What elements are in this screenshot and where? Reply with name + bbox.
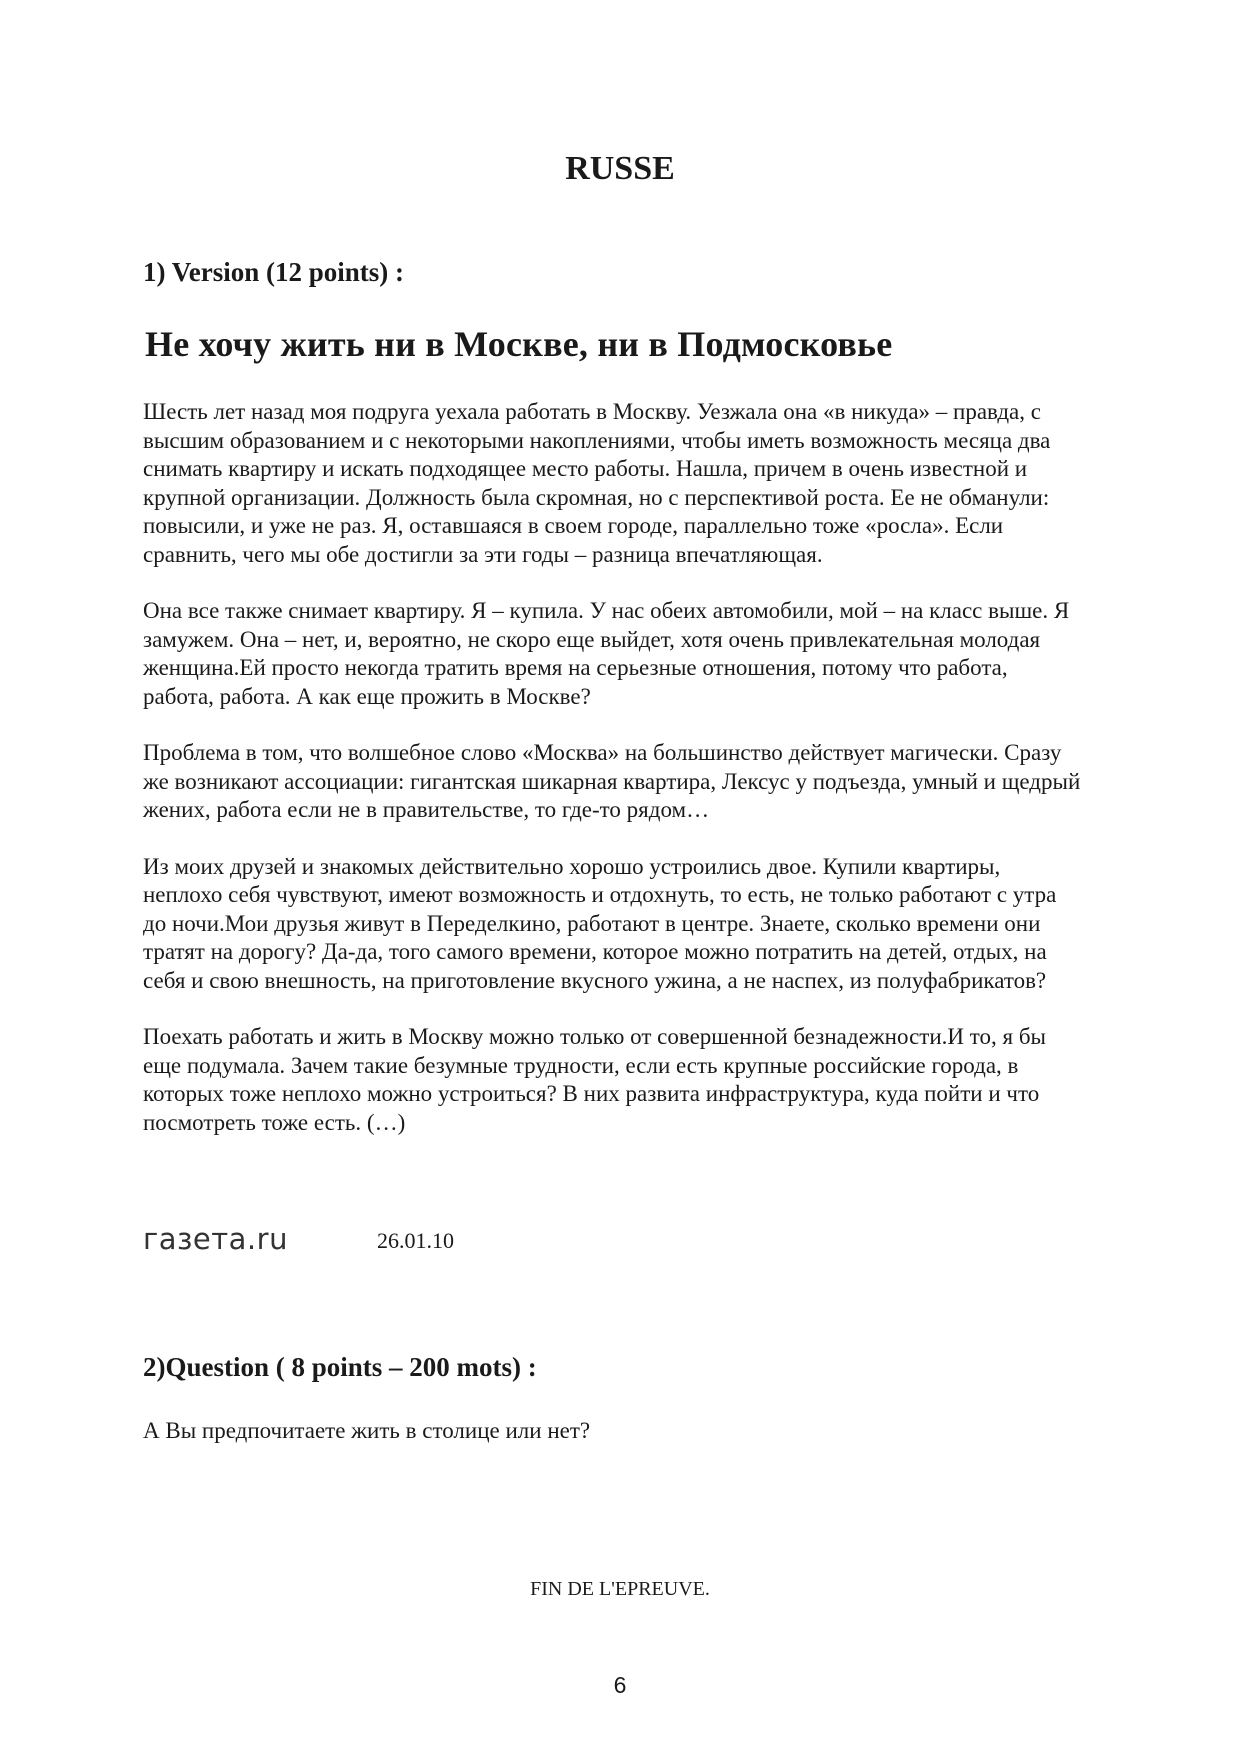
article-paragraph: Шесть лет назад моя подруга уехала работать в Москву. Уезжала она «в никуда» – правда, с высшим образованием и с некоторыми накоплениями, чтобы иметь возможность месяца два снимать квартиру и искать подходящее место работы. Нашла, причем в очень известной и крупной организации. Должность была скромная, но с перспективой роста. Ее не обманули: повысили, и уже не раз. Я, оставшаяся в своем городе, параллельно тоже «росла». Если сравнить, чего мы обе достигли за эти годы – разница впечатляющая.	[143, 399, 1051, 567]
article-body	[143, 398, 1083, 1165]
article-title: Не хочу жить ни в Москве, ни в Подмосковье	[145, 324, 893, 364]
section-heading-version: 1) Version (12 points) :	[143, 257, 405, 287]
article-paragraph: Она все также снимает квартиру. Я – купила. У нас обеих автомобили, мой – на класс выше. Я замужем. Она – нет, и, вероятно, не скоро еще выйдет, хотя очень привлекательная молодая женщина.Ей просто некогда тратить время на серьезные отношения, потому что работа, работа, работа. А как еще прожить в Москве?	[143, 598, 1070, 709]
end-of-exam-text: FIN DE L'EPREUVE.	[530, 1578, 710, 1600]
article-paragraph: Из моих друзей и знакомых действительно хорошо устроились двое. Купили квартиры, неплохо себя чувствуют, имеют возможность и отдохнуть, то есть, не только работают с утра до ночи.Мои друзья живут в Переделкино, работают в центре. Знаете, сколько времени они тратят на дорогу? Да-да, того самого времени, которое можно потратить на детей, отдых, на себя и свою внешность, на приготовление вкусного ужина, а не наспех, из полуфабрикатов?	[143, 853, 1057, 993]
source-citation	[143, 1222, 454, 1256]
article-paragraph: Проблема в том, что волшебное слово «Москва» на большинство действует магически. Сразу же возникают ассоциации: гигантская шикарная квартира, Лексус у подъезда, умный и щедрый жених, работа если не в правительстве, то где-то рядом…	[143, 740, 1081, 822]
page-title: RUSSE	[565, 150, 675, 187]
section-heading-question: 2)Question ( 8 points – 200 mots) :	[143, 1352, 537, 1382]
question-text: А Вы предпочитаете жить в столице или нет?	[143, 1418, 591, 1443]
source-date: 26.01.10	[377, 1228, 454, 1253]
page-number: 6	[613, 1672, 627, 1698]
source-logo: газета.ru	[143, 1222, 288, 1256]
article-paragraph: Поехать работать и жить в Москву можно только от совершенной безнадежности.И то, я бы еще подумала. Зачем такие безумные трудности, если есть крупные российские города, в которых тоже неплохо можно устроиться? В них развита инфраструктура, куда пойти и что посмотреть тоже есть. (…)	[143, 1024, 1046, 1135]
